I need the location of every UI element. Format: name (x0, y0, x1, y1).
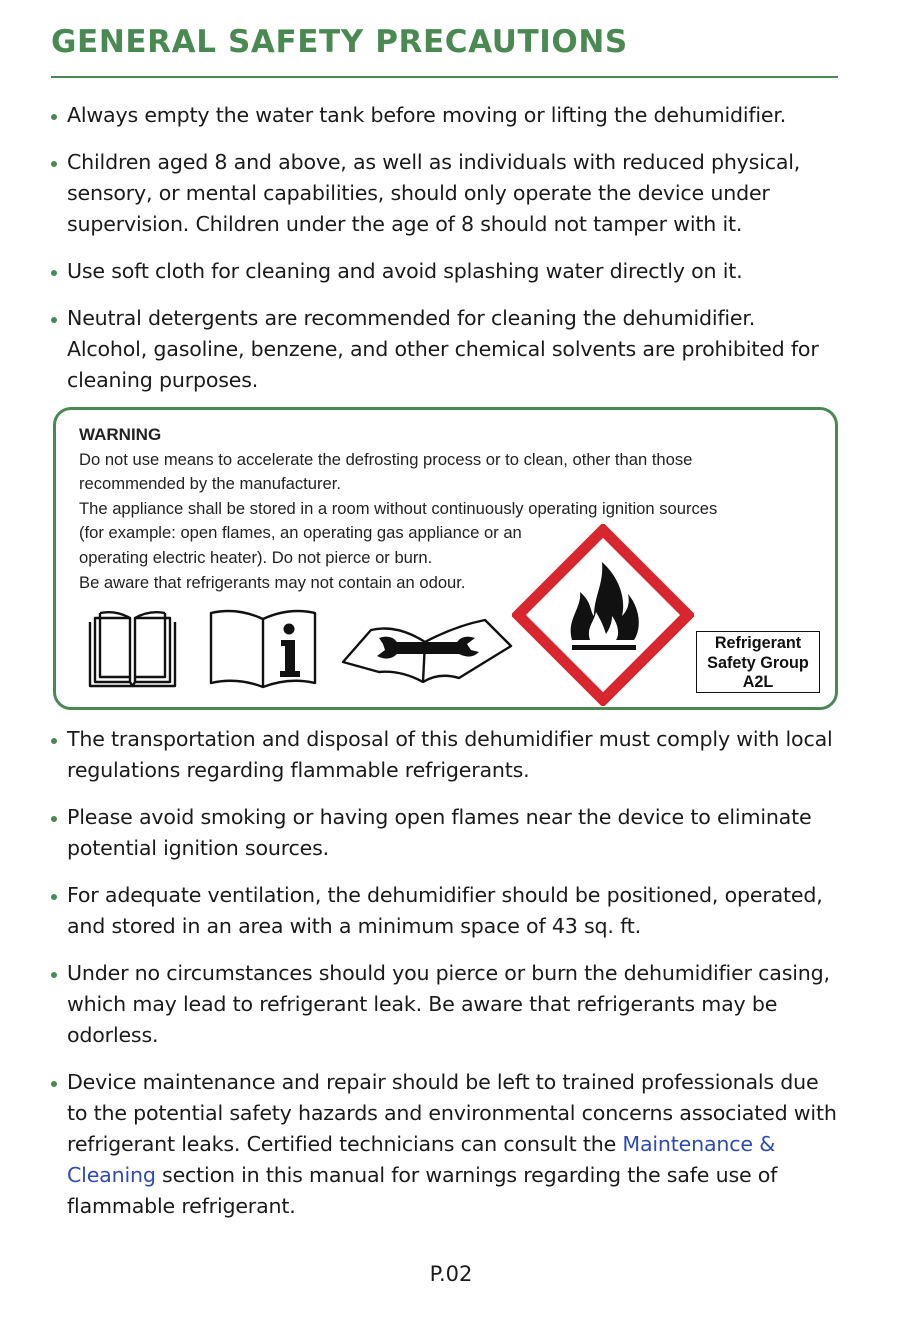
warning-line: recommended by the manufacturer. (79, 474, 341, 494)
list-item (51, 802, 841, 864)
list-item-text: Use soft cloth for cleaning and avoid splashing water directly on it. (67, 259, 743, 283)
information-manual-icon (207, 609, 319, 689)
list-item-text: Under no circumstances should you pierce or burn the dehumidifier casing, which may lead to refrigerant leak. Be aware that refrigerants may be odorless. (67, 961, 830, 1047)
badge-line: A2L (742, 673, 774, 691)
list-item (51, 958, 841, 1051)
bullet-icon (51, 738, 57, 744)
warning-line: The appliance shall be stored in a room without continuously operating ignition sources (79, 498, 718, 518)
list-item (51, 724, 841, 786)
flammable-hazard-icon (512, 524, 694, 706)
page-title: GENERAL SAFETY PRECAUTIONS (51, 24, 628, 60)
warning-line: operating electric heater). Do not pierce or burn. (79, 547, 433, 567)
service-manual-icon (339, 612, 517, 688)
bullet-icon (51, 1081, 57, 1087)
bullet-icon (51, 894, 57, 900)
bullet-icon (51, 114, 57, 120)
list-item-text: For adequate ventilation, the dehumidifier should be positioned, operated, and stored in an area with a minimum space of 43 sq. ft. (67, 883, 823, 938)
list-item (51, 147, 841, 240)
list-item (51, 303, 841, 396)
bullet-icon (51, 270, 57, 276)
warning-line: Do not use means to accelerate the defrosting process or to clean, other than those (79, 449, 693, 469)
warning-line: Be aware that refrigerants may not contain an odour. (79, 572, 466, 592)
list-item-text: Children aged 8 and above, as well as individuals with reduced physical, sensory, or mental capabilities, should only operate the device under supervision. Children under the age of 8 should not tamper with it. (67, 150, 801, 236)
safety-list-bottom (51, 724, 841, 1222)
bullet-icon (51, 161, 57, 167)
safety-list-top (51, 100, 841, 396)
refrigerant-safety-badge (696, 631, 820, 693)
warning-text (79, 423, 824, 595)
badge-line: Safety Group (707, 653, 809, 672)
list-item (51, 880, 841, 942)
list-item-text: Please avoid smoking or having open flames near the device to eliminate potential ignition sources. (67, 805, 812, 860)
warning-box (53, 407, 838, 710)
list-item-text: section in this manual for warnings regarding the safe use of flammable refrigerant. (67, 1163, 778, 1218)
title-divider (51, 76, 838, 78)
list-item (51, 100, 841, 131)
list-item-text: Neutral detergents are recommended for cleaning the dehumidifier. Alcohol, gasoline, benzene, and other chemical solvents are prohibited for cleaning purposes. (67, 306, 819, 392)
warning-line: (for example: open flames, an operating gas appliance or an (79, 523, 522, 543)
list-item (51, 256, 841, 287)
warning-heading: WARNING (79, 425, 162, 444)
read-manual-icon (84, 608, 181, 690)
badge-line: Refrigerant (714, 634, 802, 652)
list-item (51, 1067, 841, 1222)
page-number: P.02 (429, 1262, 473, 1286)
list-item-text: Always empty the water tank before moving or lifting the dehumidifier. (67, 103, 787, 127)
bullet-icon (51, 972, 57, 978)
bullet-icon (51, 816, 57, 822)
list-item-text: Device maintenance and repair should be left to trained professionals due to the potential safety hazards and environmental concerns associated with refrigerant leaks. Certified technicians can consult the (67, 1070, 837, 1156)
maintenance-cleaning-link[interactable]: Maintenance & Cleaning (67, 1132, 776, 1187)
bullet-icon (51, 317, 57, 323)
list-item-text: The transportation and disposal of this dehumidifier must comply with local regulations regarding flammable refrigerants. (67, 727, 833, 782)
